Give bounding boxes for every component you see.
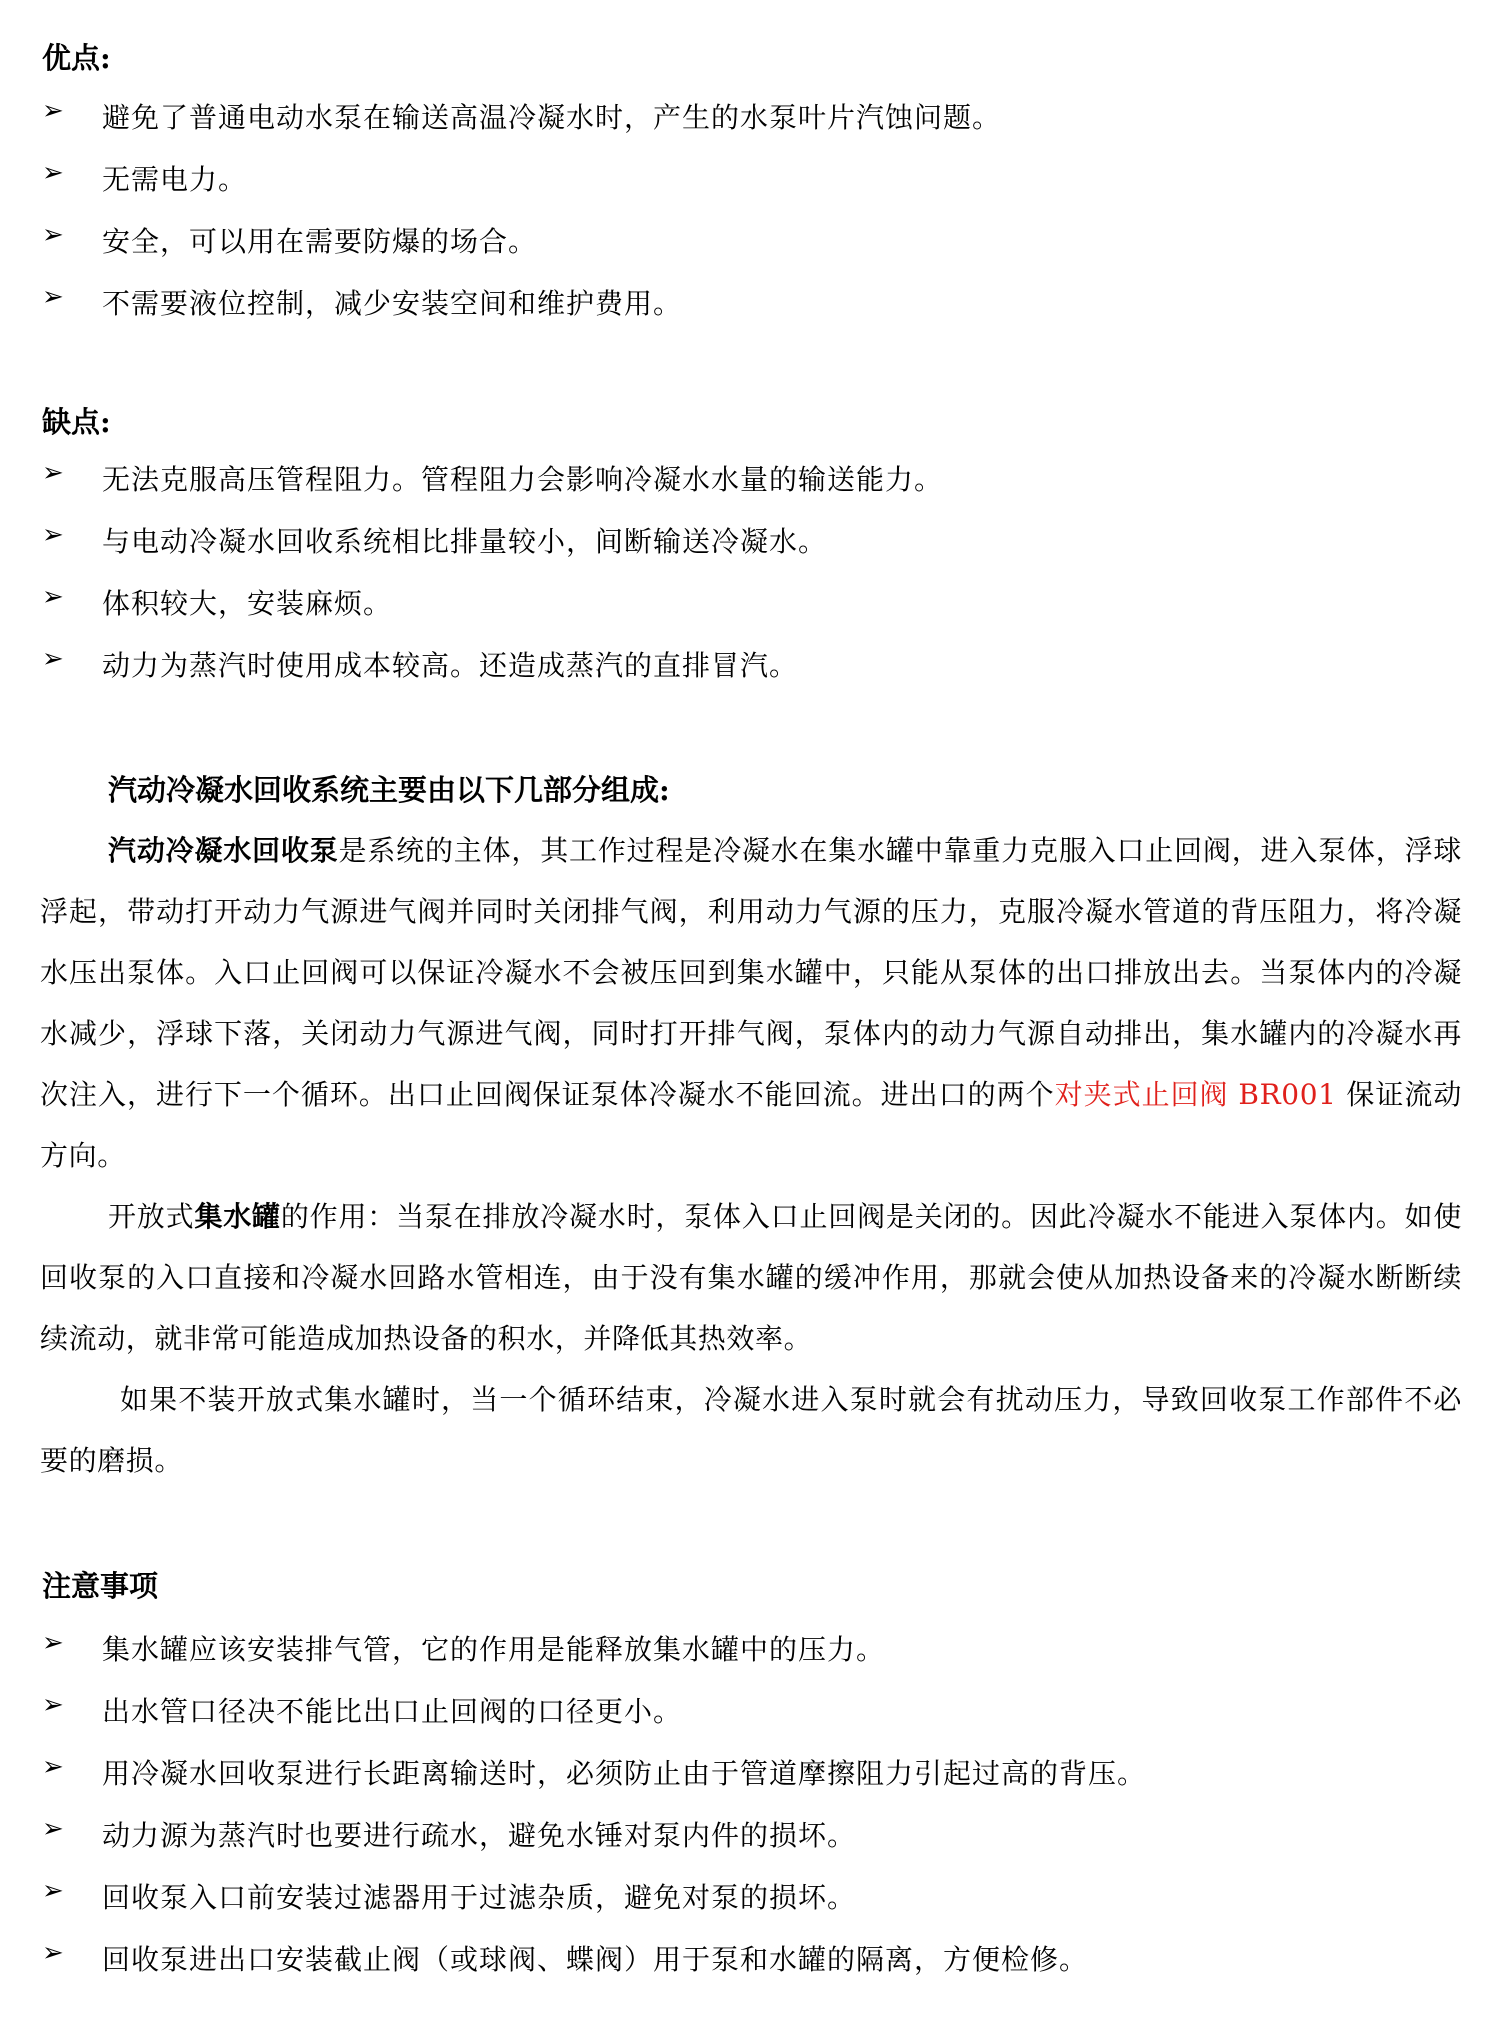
system-heading: 汽动冷凝水回收系统主要由以下几部分组成:: [108, 773, 670, 807]
note-text: 出水管口径决不能比出口止回阀的口径更小。: [102, 1695, 683, 1728]
disadvantage-item-3: [42, 582, 1462, 622]
pump-description: 是系统的主体，其工作过程是冷凝水在集水罐中靠重力克服入口止回阀，进入泵体，浮球浮起，带动打开动力气源进气阀并同时关闭排气阀，利用动力气源的压力，克服冷凝水管道的背压阻力，将冷凝水压出泵体。入口止回阀可以保证冷凝水不会被压回到集水罐中，只能从泵体的出口排放出去。当泵体内的冷凝水减少，浮球下落，关闭动力气源进气阀，同时打开排气阀，泵体内的动力气源自动排出，集水罐内的冷凝水再次注入，进行下一个循环。出口止回阀保证泵体冷凝水不能回流。进出口的两个: [40, 834, 1463, 1111]
disadvantage-text: 动力为蒸汽时使用成本较高。还造成蒸汽的直排冒汽。: [102, 649, 799, 682]
disadvantage-item-1: [42, 458, 1462, 498]
note-text: 回收泵进出口安装截止阀（或球阀、蝶阀）用于泵和水罐的隔离，方便检修。: [102, 1943, 1089, 1976]
arrow-bullet-icon: ➢: [42, 582, 64, 612]
advantage-text: 安全，可以用在需要防爆的场合。: [102, 225, 538, 258]
tank-term: 集水罐: [194, 1200, 281, 1233]
pump-paragraph: [40, 820, 1462, 1186]
note-text: 集水罐应该安装排气管，它的作用是能释放集水罐中的压力。: [102, 1633, 886, 1666]
arrow-bullet-icon: ➢: [42, 1814, 64, 1844]
arrow-bullet-icon: ➢: [42, 1690, 64, 1720]
advantage-item-3: [42, 220, 1462, 260]
note-item-3: [42, 1752, 1462, 1792]
advantage-text: 不需要液位控制，减少安装空间和维护费用。: [102, 287, 683, 320]
arrow-bullet-icon: ➢: [42, 644, 64, 674]
pump-term: 汽动冷凝水回收泵: [108, 834, 339, 867]
no-tank-paragraph: 如果不装开放式集水罐时，当一个循环结束，冷凝水进入泵时就会有扰动压力，导致回收泵工作部件不必要的磨损。: [40, 1383, 1462, 1477]
arrow-bullet-icon: ➢: [42, 282, 64, 312]
tank-description: 的作用：当泵在排放冷凝水时，泵体入口止回阀是关闭的。因此冷凝水不能进入泵体内。如使回收泵的入口直接和冷凝水回路水管相连，由于没有集水罐的缓冲作用，那就会使从加热设备来的冷凝水断断续续流动，就非常可能造成加热设备的积水，并降低其热效率。: [40, 1200, 1462, 1355]
note-text: 回收泵入口前安装过滤器用于过滤杂质，避免对泵的损坏。: [102, 1881, 857, 1914]
tank-paragraph: [40, 1186, 1462, 1369]
arrow-bullet-icon: ➢: [42, 158, 64, 188]
arrow-bullet-icon: ➢: [42, 1628, 64, 1658]
arrow-bullet-icon: ➢: [42, 458, 64, 488]
arrow-bullet-icon: ➢: [42, 220, 64, 250]
disadvantage-text: 无法克服高压管程阻力。管程阻力会影响冷凝水水量的输送能力。: [102, 463, 944, 496]
arrow-bullet-icon: ➢: [42, 1938, 64, 1968]
tank-prefix: 开放式: [108, 1200, 195, 1233]
notes-heading: 注意事项: [42, 1569, 159, 1603]
note-text: 用冷凝水回收泵进行长距离输送时，必须防止由于管道摩擦阻力引起过高的背压。: [102, 1757, 1147, 1790]
arrow-bullet-icon: ➢: [42, 520, 64, 550]
advantage-text: 无需电力。: [102, 163, 248, 196]
arrow-bullet-icon: ➢: [42, 96, 64, 126]
note-item-1: [42, 1628, 1462, 1668]
disadvantages-heading: 缺点:: [42, 405, 111, 439]
disadvantage-text: 与电动冷凝水回收系统相比排量较小，间断输送冷凝水。: [102, 525, 828, 558]
advantage-item-4: [42, 282, 1462, 322]
arrow-bullet-icon: ➢: [42, 1876, 64, 1906]
pump-description-end: 保证流动方向。: [40, 1078, 1463, 1172]
note-item-6: [42, 1938, 1462, 1978]
disadvantage-item-2: [42, 520, 1462, 560]
valve-product-link[interactable]: 对夹式止回阀 BR001: [1054, 1078, 1337, 1111]
advantages-heading: 优点:: [42, 41, 111, 75]
note-text: 动力源为蒸汽时也要进行疏水，避免水锤对泵内件的损坏。: [102, 1819, 857, 1852]
note-item-2: [42, 1690, 1462, 1730]
advantage-item-1: [42, 96, 1462, 136]
note-item-5: [42, 1876, 1462, 1916]
advantage-text: 避免了普通电动水泵在输送高温冷凝水时，产生的水泵叶片汽蚀问题。: [102, 101, 1002, 134]
advantage-item-2: [42, 158, 1462, 198]
disadvantage-item-4: [42, 644, 1462, 684]
disadvantage-text: 体积较大，安装麻烦。: [102, 587, 393, 620]
note-item-4: [42, 1814, 1462, 1854]
arrow-bullet-icon: ➢: [42, 1752, 64, 1782]
